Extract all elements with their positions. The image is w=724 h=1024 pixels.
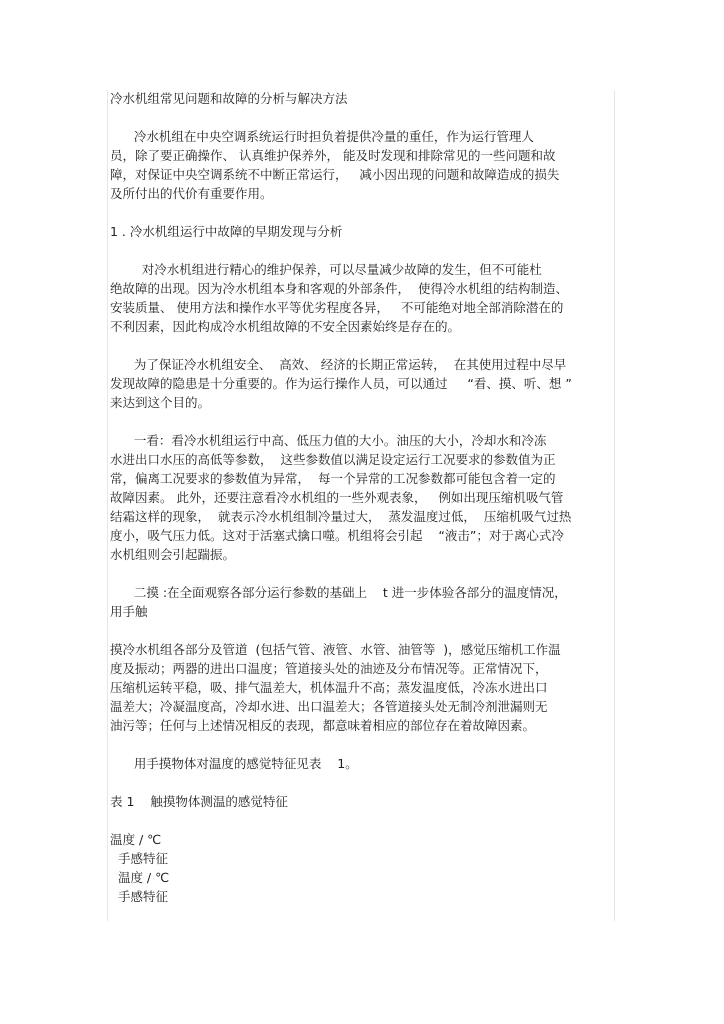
para5-line-1: 摸冷水机组各部分及管道 (包括气管、液管、水管、油管等 )，感觉压缩机工作温 xyxy=(110,642,561,657)
para5-line-3: 压缩机运转平稳，吸、排气温差大，机体温升不高；蒸发温度低，冷冻水进出口 xyxy=(110,680,548,695)
para3-line-7: 水机组则会引起踹振。 xyxy=(110,547,236,562)
para5-line-4: 温差大；冷凝温度高，冷却水进、出口温差大；各管道接头处无制冷剂泄漏则无 xyxy=(110,699,548,714)
para3-line-2: 水进出口水压的高低等参数， 这些参数值以满足设定运行工况要求的参数值为正 xyxy=(110,452,556,467)
para4-line-1: 二摸 :在全面观察各部分运行参数的基础上 t 进一步体验各部分的温度情况， xyxy=(110,585,567,600)
para3-line-3: 常，偏离工况要求的参数值为异常， 每一个异常的工况参数都可能包含着一定的 xyxy=(110,471,556,486)
para1-line-3: 安装质量、 使用方法和操作水平等优劣程度各异， 不可能绝对地全部消除潜在的 xyxy=(110,300,564,315)
intro-line-4: 及所付出的代价有重要作用。 xyxy=(110,186,273,201)
para1-line-4: 不利因素，因此构成冷水机组故障的不安全因素始终是存在的。 xyxy=(110,319,461,334)
intro-line-3: 障，对保证中央空调系统不中断正常运行， 减小因出现的问题和故障造成的损失 xyxy=(110,167,560,182)
table-caption: 表 1 触摸物体测温的感觉特征 xyxy=(110,794,288,809)
document-title: 冷水机组常见问题和故障的分析与解决方法 xyxy=(110,91,348,106)
para3-line-5: 结霜这样的现象， 就表示冷水机组制冷量过大， 蒸发温度过低， 压缩机吸气过热 xyxy=(110,509,572,524)
para2-line-3: 来达到这个目的。 xyxy=(110,395,211,410)
para5-line-2: 度及振动；两器的进出口温度；管道接头处的油迹及分布情况等。正常情况下， xyxy=(110,661,548,676)
para3-line-4: 故障因素。 此外，还要注意看冷水机组的一些外观表象， 例如出现压缩机吸气管 xyxy=(110,490,564,505)
table-header-cell: 温度 / ℃ xyxy=(110,870,170,885)
section-heading: 1 . 冷水机组运行中故障的早期发现与分析 xyxy=(110,224,343,239)
para3-line-6: 度小，吸气压力低。这对于活塞式擒口噬。机组将会引起 “液击”；对于离心式冷 xyxy=(110,528,564,543)
table-header-cell: 手感特征 xyxy=(110,851,168,866)
para4-line-2: 用手触 xyxy=(110,604,148,619)
para5-line-5: 油污等；任何与上述情况相反的表现，都意味着相应的部位存在着故障因素。 xyxy=(110,718,536,733)
table-header-cell: 手感特征 xyxy=(110,889,168,904)
para6-line: 用手摸物体对温度的感觉特征见表 1。 xyxy=(110,756,358,771)
para3-line-1: 一看：看冷水机组运行中高、低压力值的大小。油压的大小，冷却水和冷冻 xyxy=(110,433,547,448)
intro-line-2: 员，除了要正确操作、 认真维护保养外， 能及时发现和排除常见的一些问题和故 xyxy=(110,148,556,163)
para1-line-1: 对冷水机组进行精心的维护保养，可以尽量减少故障的发生，但不可能杜 xyxy=(110,262,542,277)
para2-line-1: 为了保证冷水机组安全、 高效、 经济的长期正常运转， 在其使用过程中尽早 xyxy=(110,357,567,372)
para2-line-2: 发现故障的隐患是十分重要的。作为运行操作人员，可以通过 “看、摸、听、想 ” xyxy=(110,376,572,391)
intro-line-1: 冷水机组在中央空调系统运行时担负着提供冷量的重任，作为运行管理人 xyxy=(110,129,534,144)
table-header-cell: 温度 / ℃ xyxy=(110,832,162,847)
para1-line-2: 绝故障的出现。因为冷水机组本身和客观的外部条件， 使得冷水机组的结构制造、 xyxy=(110,281,568,296)
